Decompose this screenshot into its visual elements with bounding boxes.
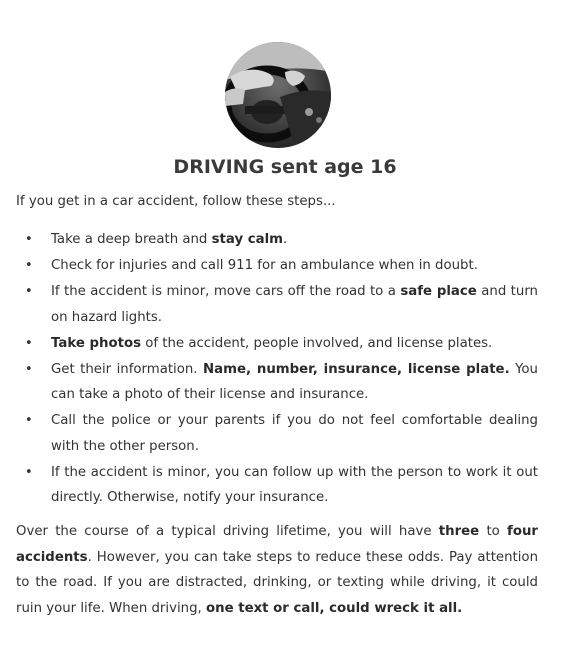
list-item bbox=[16, 460, 538, 511]
step-emphasis: stay calm bbox=[211, 232, 284, 247]
step-text: You can take a photo of their license and insurance. bbox=[51, 361, 538, 402]
closing-text: . However, you can take steps to reduce these odds. Pay attention to the road. If you are distracted, drinking, or texting while driving, it could ruin your life. When driving, bbox=[16, 549, 538, 616]
step-text: Check for injuries and call 911 for an ambulance when in doubt. bbox=[51, 258, 478, 273]
steps-list bbox=[16, 227, 538, 511]
list-item bbox=[16, 408, 538, 459]
list-item bbox=[16, 227, 538, 253]
bullet-icon: • bbox=[25, 258, 33, 273]
steering-wheel-image bbox=[225, 42, 331, 148]
closing-emphasis: one text or call, could wreck it all. bbox=[205, 600, 463, 616]
list-item bbox=[16, 279, 538, 330]
bullet-icon: • bbox=[25, 361, 33, 377]
bullet-icon: • bbox=[25, 413, 33, 428]
step-text: Call the police or your parents if you do not feel comfortable dealing with the other person. bbox=[51, 413, 538, 454]
step-text: of the accident, people involved, and license plates. bbox=[141, 335, 493, 351]
step-emphasis: Name, number, insurance, license plate. bbox=[202, 361, 510, 377]
driving-photo bbox=[225, 42, 331, 148]
step-text: If the accident is minor, you can follow up with the person to work it out directly. Otherwise, notify your insurance. bbox=[51, 464, 538, 505]
closing-emphasis: three bbox=[438, 524, 480, 539]
bullet-icon: • bbox=[25, 335, 33, 351]
list-item bbox=[16, 253, 538, 279]
step-emphasis: safe place bbox=[400, 284, 477, 299]
step-text: . bbox=[283, 232, 288, 247]
closing-paragraph bbox=[16, 519, 538, 621]
bullet-icon: • bbox=[25, 464, 33, 480]
closing-text: Over the course of a typical driving lifetime, you will have bbox=[16, 524, 439, 539]
closing-emphasis: four accidents bbox=[16, 524, 538, 565]
step-text: Take a deep breath and bbox=[51, 232, 212, 247]
page-title: DRIVING sent age 16 bbox=[173, 156, 397, 178]
bullet-icon: • bbox=[25, 284, 33, 299]
list-item bbox=[16, 357, 538, 408]
step-text: Get their information. bbox=[51, 361, 203, 377]
closing-text: to bbox=[479, 524, 508, 539]
intro-text: If you get in a car accident, follow these steps... bbox=[16, 194, 336, 209]
step-text: If the accident is minor, move cars off the road to a bbox=[51, 284, 401, 299]
step-emphasis: Take photos bbox=[51, 335, 141, 351]
step-text: and turn on hazard lights. bbox=[51, 284, 538, 325]
bullet-icon: • bbox=[25, 232, 33, 247]
list-item bbox=[16, 331, 538, 357]
